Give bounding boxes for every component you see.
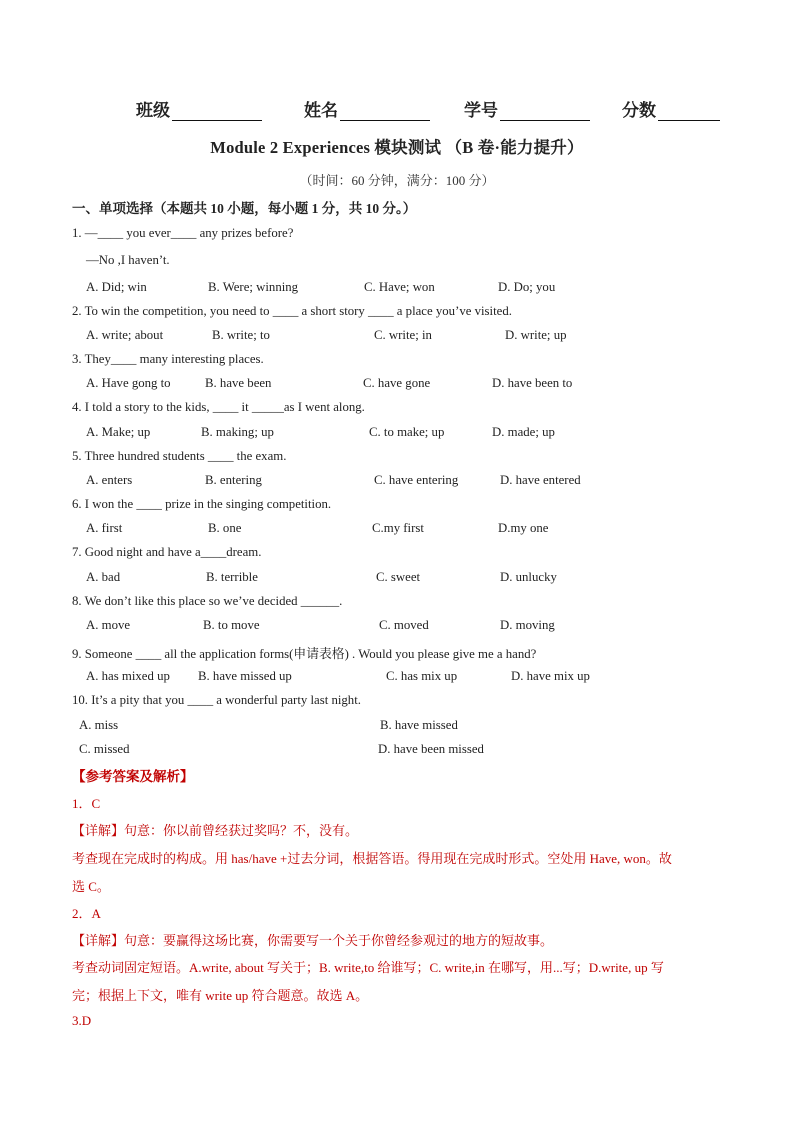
class-blank[interactable] (172, 102, 262, 121)
answer-1: 1．C (72, 796, 101, 811)
answer-3: 3.D (72, 1013, 92, 1028)
answer-2-conclusion: 完；根据上下文，唯有 write up 符合题意。故选 A。 (72, 988, 369, 1003)
page-title: Module 2 Experiences 模块测试 （B 卷·能力提升） (210, 138, 584, 157)
exam-time-note: （时间：60 分钟，满分：100 分） (299, 173, 495, 188)
question-9-option-d[interactable]: D. have mix up (511, 669, 590, 683)
question-2-option-b[interactable]: B. write; to (212, 328, 270, 342)
student-id-label: 学号 (464, 101, 498, 120)
question-6-option-c[interactable]: C.my first (372, 521, 424, 535)
score-label: 分数 (622, 101, 656, 120)
question-8-option-a[interactable]: A. move (86, 618, 131, 632)
answer-2-translation: 句意：要赢得这场比赛，你需要写一个关于你曾经参观过的地方的短故事。 (124, 933, 554, 948)
question-7-stem: 7. Good night and have a____dream. (72, 545, 262, 559)
question-5-option-c[interactable]: C. have entering (374, 473, 459, 487)
detail-tag: 【详解】 (72, 933, 125, 948)
question-8-option-d[interactable]: D. moving (500, 618, 555, 632)
question-10-option-d[interactable]: D. have been missed (378, 742, 484, 756)
question-6-option-d[interactable]: D.my one (498, 521, 549, 535)
question-7-option-c[interactable]: C. sweet (376, 570, 421, 584)
score-field[interactable] (622, 96, 720, 121)
question-8-option-b[interactable]: B. to move (203, 618, 260, 632)
name-blank[interactable] (340, 102, 430, 121)
score-blank[interactable] (658, 102, 720, 121)
section-heading: 一、单项选择（本题共 10 小题，每小题 1 分，共 10 分。） (72, 201, 417, 216)
question-3-option-b[interactable]: B. have been (205, 376, 272, 390)
student-id-field[interactable] (464, 96, 590, 121)
question-5-option-a[interactable]: A. enters (86, 473, 133, 487)
question-1-stem: 1. —____ you ever____ any prizes before? (72, 226, 294, 240)
question-3-option-c[interactable]: C. have gone (363, 376, 431, 390)
question-7-option-b[interactable]: B. terrible (206, 570, 258, 584)
question-1-option-b[interactable]: B. Were; winning (208, 280, 299, 294)
question-9-option-a[interactable]: A. has mixed up (86, 669, 170, 683)
answer-2-detail (72, 930, 553, 949)
answer-2-explanation: 考查动词固定短语。A.write, about 写关于；B. write,to 给谁写；C. write,in 在哪写，用...写；D.write, up 写 (72, 960, 664, 975)
question-10-stem: 10. It’s a pity that you ____ a wonderful party last night. (72, 693, 361, 707)
student-info-fields (0, 96, 794, 120)
question-2-option-c[interactable]: C. write; in (374, 328, 432, 342)
question-6-option-b[interactable]: B. one (208, 521, 242, 535)
question-10-option-a[interactable]: A. miss (79, 718, 119, 732)
question-3-option-d[interactable]: D. have been to (492, 376, 573, 390)
answer-1-translation: 句意：你以前曾经获过奖吗？不，没有。 (124, 823, 359, 838)
question-5-option-d[interactable]: D. have entered (500, 473, 581, 487)
question-1-response: —No ,I haven’t. (86, 253, 170, 267)
answer-1-conclusion: 选 C。 (72, 879, 110, 894)
question-9-option-c[interactable]: C. has mix up (386, 669, 458, 683)
question-1-option-c[interactable]: C. Have; won (364, 280, 435, 294)
question-4-option-c[interactable]: C. to make; up (369, 425, 445, 439)
name-field[interactable] (304, 96, 430, 121)
question-2-option-d[interactable]: D. write; up (505, 328, 567, 342)
class-field[interactable] (136, 96, 262, 121)
student-id-blank[interactable] (500, 102, 590, 121)
question-4-option-a[interactable]: A. Make; up (86, 425, 151, 439)
question-2-stem: 2. To win the competition, you need to ____ a short story ____ a place you’ve visited. (72, 304, 512, 318)
question-10-option-c[interactable]: C. missed (79, 742, 130, 756)
question-5-stem: 5. Three hundred students ____ the exam. (72, 449, 287, 463)
answer-section-heading: 【参考答案及解析】 (72, 769, 194, 784)
question-6-option-a[interactable]: A. first (86, 521, 123, 535)
question-10-option-b[interactable]: B. have missed (380, 718, 458, 732)
question-9-option-b[interactable]: B. have missed up (198, 669, 292, 683)
question-6-stem: 6. I won the ____ prize in the singing competition. (72, 497, 332, 511)
question-3-stem: 3. They____ many interesting places. (72, 352, 264, 366)
answer-1-explanation: 考查现在完成时的构成。用 has/have +过去分词，根据答语。得用现在完成时形式。空处用 Have, won。故 (72, 851, 672, 866)
class-label: 班级 (136, 101, 170, 120)
question-4-option-d[interactable]: D. made; up (492, 425, 555, 439)
question-4-option-b[interactable]: B. making; up (201, 425, 274, 439)
question-7-option-d[interactable]: D. unlucky (500, 570, 557, 584)
question-8-stem: 8. We don’t like this place so we’ve decided ______. (72, 594, 343, 608)
question-2-option-a[interactable]: A. write; about (86, 328, 164, 342)
question-8-option-c[interactable]: C. moved (379, 618, 429, 632)
question-1-option-a[interactable]: A. Did; win (86, 280, 147, 294)
answer-1-detail (72, 820, 358, 839)
question-5-option-b[interactable]: B. entering (205, 473, 262, 487)
detail-tag: 【详解】 (72, 823, 125, 838)
question-1-option-d[interactable]: D. Do; you (498, 280, 556, 294)
name-label: 姓名 (304, 101, 338, 120)
answer-2: 2．A (72, 906, 101, 921)
question-3-option-a[interactable]: A. Have gong to (86, 376, 171, 390)
question-9-stem: 9. Someone ____ all the application forms(申请表格) . Would you please give me a hand? (72, 647, 537, 661)
question-7-option-a[interactable]: A. bad (86, 570, 121, 584)
question-4-stem: 4. I told a story to the kids, ____ it _____as I went along. (72, 400, 365, 414)
